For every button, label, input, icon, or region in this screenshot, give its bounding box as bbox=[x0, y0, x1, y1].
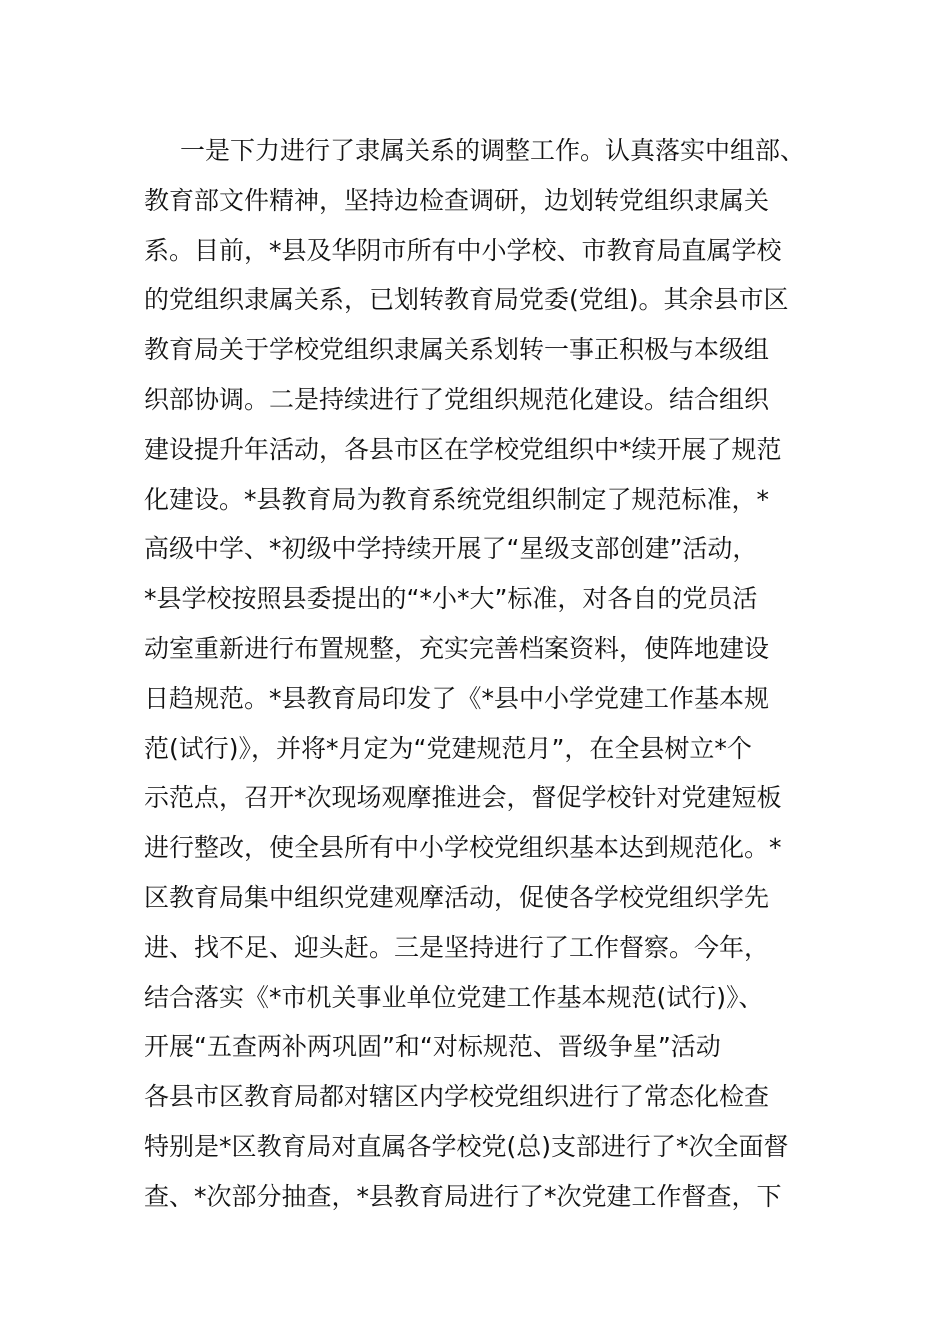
text-line: 系。目前，*县及华阴市所有中小学校、市教育局直属学校 bbox=[144, 235, 782, 265]
text-line: 示范点，召开*次现场观摩推进会，督促学校针对党建短板 bbox=[144, 783, 782, 813]
text-line: 开展“五查两补两巩固”和“对标规范、晋级争星”活动 bbox=[144, 1032, 721, 1062]
text-line: 特别是*区教育局对直属各学校党(总)支部进行了*次全面督 bbox=[144, 1131, 789, 1161]
text-line: 化建设。*县教育局为教育系统党组织制定了规范标准，* bbox=[144, 484, 770, 514]
text-line: 的党组织隶属关系，已划转教育局党委(党组)。其余县市区 bbox=[144, 285, 789, 315]
text-line: 建设提升年活动，各县市区在学校党组织中*续开展了规范 bbox=[144, 434, 782, 464]
text-line: 进、找不足、迎头赶。三是坚持进行了工作督察。今年， bbox=[144, 932, 770, 962]
text-line: 教育局关于学校党组织隶属关系划转一事正积极与本级组 bbox=[144, 335, 770, 365]
text-line: 教育部文件精神，坚持边检查调研，边划转党组织隶属关 bbox=[144, 185, 770, 215]
text-line: 动室重新进行布置规整，充实完善档案资料，使阵地建设 bbox=[144, 633, 770, 663]
text-line: 日趋规范。*县教育局印发了《*县中小学党建工作基本规 bbox=[144, 683, 770, 713]
text-line: 范(试行)》，并将*月定为“党建规范月”，在全县树立*个 bbox=[144, 733, 752, 763]
text-line: 各县市区教育局都对辖区内学校党组织进行了常态化检查 bbox=[144, 1082, 770, 1112]
text-line: *县学校按照县委提出的“*小*大”标准，对各自的党员活 bbox=[144, 584, 758, 614]
text-line: 高级中学、*初级中学持续开展了“星级支部创建”活动， bbox=[144, 534, 758, 564]
text-line: 进行整改，使全县所有中小学校党组织基本达到规范化。* bbox=[144, 833, 782, 863]
text-line: 一是下力进行了隶属关系的调整工作。认真落实中组部、 bbox=[180, 136, 806, 165]
body-paragraph bbox=[144, 126, 814, 1222]
text-line: 查、*次部分抽查，*县教育局进行了*次党建工作督查，下 bbox=[144, 1181, 782, 1211]
text-line: 区教育局集中组织党建观摩活动，促使各学校党组织学先 bbox=[144, 882, 770, 912]
text-line: 结合落实《*市机关事业单位党建工作基本规范(试行)》、 bbox=[144, 982, 764, 1012]
text-line: 织部协调。二是持续进行了党组织规范化建设。结合组织 bbox=[144, 384, 770, 414]
